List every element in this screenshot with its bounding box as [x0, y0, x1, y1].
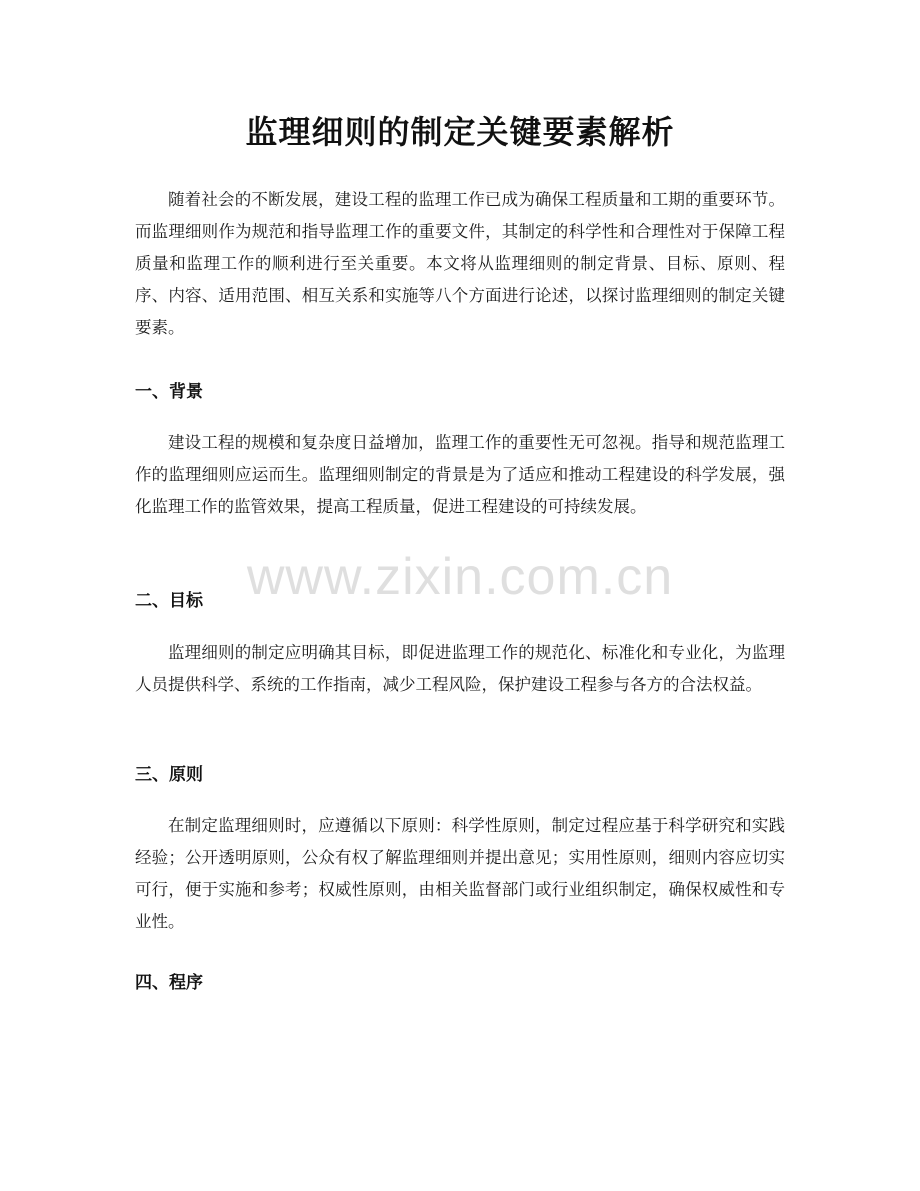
intro-paragraph: 随着社会的不断发展，建设工程的监理工作已成为确保工程质量和工期的重要环节。而监理细则作为规范和指导监理工作的重要文件，其制定的科学性和合理性对于保障工程质量和监理工作的顺利进行至关重要。本文将从监理细则的制定背景、目标、原则、程序、内容、适用范围、相互关系和实施等八个方面进行论述，以探讨监理细则的制定关键要素。	[135, 190, 785, 337]
section-body-background: 建设工程的规模和复杂度日益增加，监理工作的重要性无可忽视。指导和规范监理工作的监理细则应运而生。监理细则制定的背景是为了适应和推动工程建设的科学发展，强化监理工作的监管效果，提高工程质量，促进工程建设的可持续发展。	[135, 433, 785, 516]
section-heading-principles: 三、原则	[135, 765, 203, 785]
document-title: 监理细则的制定关键要素解析	[245, 113, 675, 151]
section-heading-goals: 二、目标	[135, 591, 203, 611]
section-body-principles: 在制定监理细则时，应遵循以下原则：科学性原则，制定过程应基于科学研究和实践经验；公开透明原则，公众有权了解监理细则并提出意见；实用性原则，细则内容应切实可行，便于实施和参考；权威性原则，由相关监督部门或行业组织制定，确保权威性和专业性。	[135, 816, 785, 931]
section-body-goals: 监理细则的制定应明确其目标，即促进监理工作的规范化、标准化和专业化，为监理人员提供科学、系统的工作指南，减少工程风险，保护建设工程参与各方的合法权益。	[135, 643, 785, 694]
section-heading-procedure: 四、程序	[135, 973, 203, 993]
section-heading-background: 一、背景	[135, 382, 203, 402]
watermark-text: www.zixin.com.cn	[246, 548, 674, 606]
